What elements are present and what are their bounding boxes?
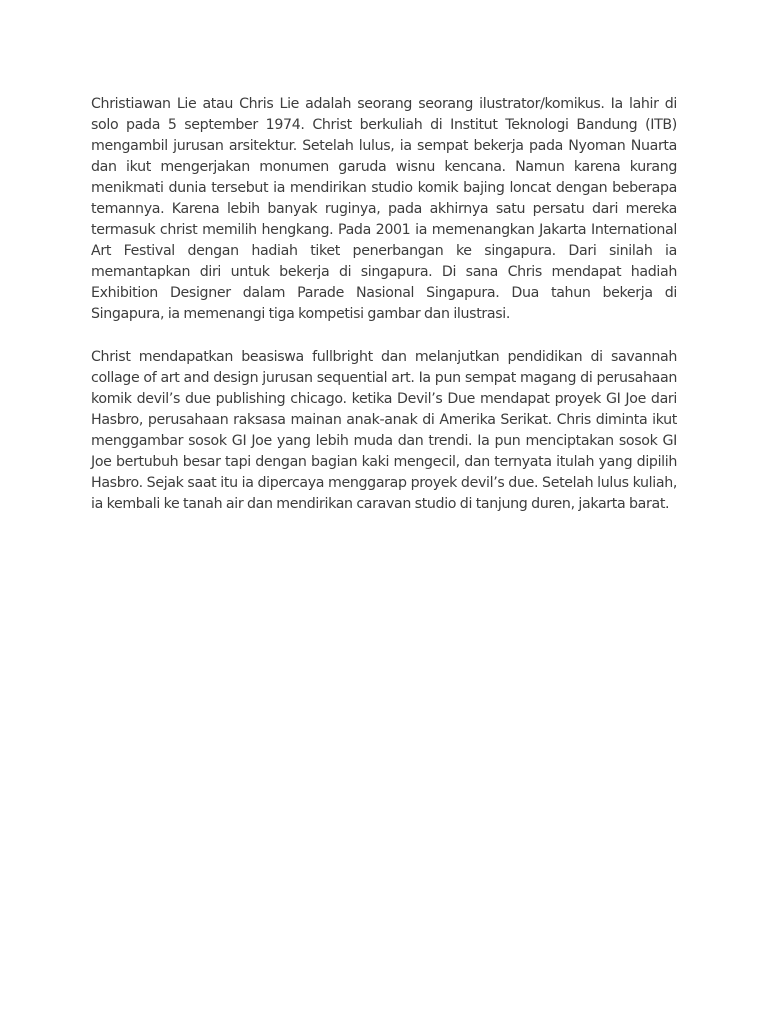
- document-body: [91, 94, 677, 515]
- paragraph-1: Christiawan Lie atau Chris Lie adalah seorang seorang ilustrator/komikus. Ia lahir di solo pada 5 september 1974. Christ berkuliah di Institut Teknologi Bandung (ITB) mengambil jurusan arsitektur. Setelah lulus, ia sempat bekerja pada Nyoman Nuarta dan ikut mengerjakan monumen garuda wisnu kencana. Namun karena kurang menikmati dunia tersebut ia mendirikan studio komik bajing loncat dengan beberapa temannya. Karena lebih banyak ruginya, pada akhirnya satu persatu dari mereka termasuk christ memilih hengkang. Pada 2001 ia memenangkan Jakarta International Art Festival dengan hadiah tiket penerbangan ke singapura. Dari sinilah ia memantapkan diri untuk bekerja di singapura. Di sana Chris mendapat hadiah Exhibition Designer dalam Parade Nasional Singapura. Dua tahun bekerja di Singapura, ia memenangi tiga kompetisi gambar dan ilustrasi.: [91, 96, 677, 322]
- paragraph-2: Christ mendapatkan beasiswa fullbright dan melanjutkan pendidikan di savannah collage of art and design jurusan sequential art. Ia pun sempat magang di perusahaan komik devil’s due publishing chicago. ketika Devil’s Due mendapat proyek GI Joe dari Hasbro, perusahaan raksasa mainan anak-anak di Amerika Serikat. Chris diminta ikut menggambar sosok GI Joe yang lebih muda dan trendi. Ia pun menciptakan sosok GI Joe bertubuh besar tapi dengan bagian kaki mengecil, dan ternyata itulah yang dipilih Hasbro. Sejak saat itu ia dipercaya menggarap proyek devil’s due. Setelah lulus kuliah, ia kembali ke tanah air dan mendirikan caravan studio di tanjung duren, jakarta barat.: [91, 348, 677, 512]
